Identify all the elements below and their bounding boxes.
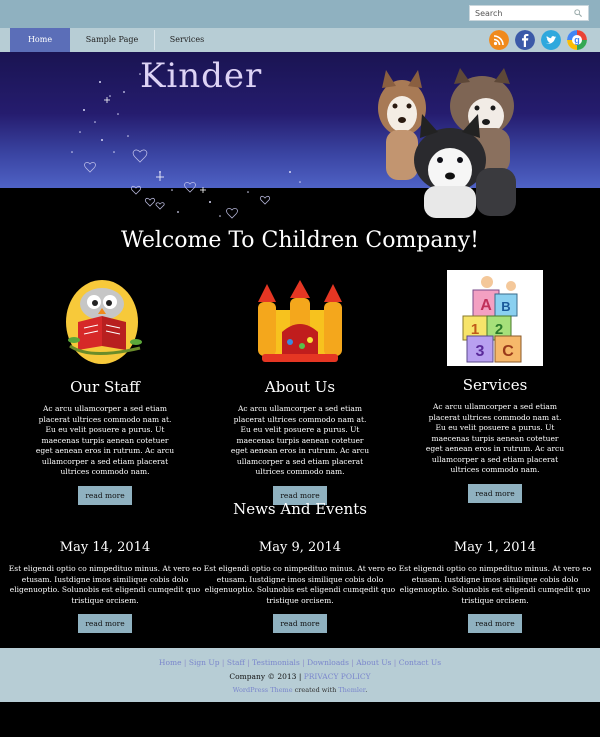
rss-icon[interactable] [489,30,509,50]
footer-separator: | [247,658,250,667]
read-more-button[interactable]: read more [78,614,132,633]
read-more-button[interactable]: read more [78,486,132,505]
block-letter-a: A [480,297,492,314]
footer [0,648,600,702]
block-digit-1: 1 [470,321,480,338]
feature-about-us [200,378,400,505]
search-box[interactable] [469,5,589,21]
block-digit-2: 2 [494,321,504,338]
block-letter-b: B [501,299,511,314]
nav-home[interactable]: Home [10,28,70,52]
top-bar [0,0,600,28]
news-item [395,540,595,633]
feature-title: Services [462,376,528,394]
footer-link-testimonials[interactable]: Testimonials [252,658,300,667]
twitter-icon[interactable] [541,30,561,50]
footer-separator: | [221,658,225,667]
footer-link-staff[interactable]: Staff [226,658,245,667]
block-digit-3: 3 [475,343,485,360]
feature-services [395,376,595,503]
credit-text: created with [294,686,337,694]
news-item [5,540,205,633]
footer-link-about-us[interactable]: About Us [356,658,392,667]
svg-text:g: g [574,35,580,46]
footer-link-downloads[interactable]: Downloads [307,658,349,667]
read-more-button[interactable]: read more [468,484,522,503]
footer-separator: | [298,672,302,681]
news-text: Est eligendi optio co nimpedituo minus. At vero eo etusam. Iustdigne imos similique cobis dolo eligenuoptio. Solunobis est eligendi cumqedit quo tristique orcisem. [203,564,397,605]
news-date: May 1, 2014 [453,540,537,555]
news-date: May 14, 2014 [59,540,151,555]
nav-sample-page[interactable]: Sample Page [85,35,139,44]
news-item [200,540,400,633]
alphabet-blocks-image [447,270,543,366]
feature-title: Our Staff [70,378,140,396]
read-more-button[interactable]: read more [468,614,522,633]
footer-link-sign-up[interactable]: Sign Up [188,658,220,667]
themler-link[interactable]: Themler [338,686,366,694]
footer-separator: | [393,658,397,667]
google-icon[interactable] [567,30,587,50]
feature-text: Ac arcu ullamcorper a sed etiam placerat ultrices commodo nam at. Eu eu velit posuere a purus. Ut maecenas turpis aenean cotetuer eget aenean eros in rutrum. Ac arcu ullamcorper a sed etiam placerat ultrices commodo nam. [230,404,370,476]
news-date: May 9, 2014 [258,540,342,555]
wordpress-theme-link[interactable]: WordPress Theme [232,686,293,694]
search-input[interactable] [470,6,570,20]
read-more-button[interactable]: read more [273,614,327,633]
news-heading: News And Events [233,500,367,518]
read-more-button[interactable]: read more [273,486,327,505]
bouncy-castle-image [254,280,346,364]
footer-link-home[interactable]: Home [158,658,182,667]
footer-credit [0,686,600,694]
feature-our-staff [5,378,205,505]
feature-title: About Us [264,378,336,396]
owl-reading-book-image [60,276,148,364]
feature-text: Ac arcu ullamcorper a sed etiam placerat ultrices commodo nam at. Eu eu velit posuere a purus. Ut maecenas turpis aenean cotetuer eget aenean eros in rutrum. Ac arcu ullamcorper a sed etiam placerat ultrices commodo nam. [35,404,175,476]
credit-end: . [365,686,368,694]
footer-links [0,658,600,667]
privacy-policy-link[interactable]: PRIVACY POLICY [303,672,371,681]
welcome-heading: Welcome To Children Company! [121,228,479,253]
husky-puppies-image [372,68,538,218]
news-text: Est eligendi optio co nimpedituo minus. At vero eo etusam. Iustdigne imos similique cobis dolo eligenuoptio. Solunobis est eligendi cumqedit quo tristique orcisem. [8,564,202,605]
main-nav [0,28,600,52]
footer-link-contact-us[interactable]: Contact Us [398,658,442,667]
footer-separator: | [351,658,354,667]
news-text: Est eligendi optio co nimpedituo minus. At vero eo etusam. Iustdigne imos similique cobis dolo eligenuoptio. Solunobis est eligendi cumqedit quo tristique orcisem. [398,564,592,605]
block-letter-c: C [502,343,514,360]
feature-text: Ac arcu ullamcorper a sed etiam placerat ultrices commodo nam at. Eu eu velit posuere a purus. Ut maecenas turpis aenean cotetuer eget aenean eros in rutrum. Ac arcu ullamcorper a sed etiam placerat ultrices commodo nam. [425,402,565,474]
copyright-text: Company © 2013 [229,672,297,681]
facebook-icon[interactable] [515,30,535,50]
footer-separator: | [183,658,187,667]
hero-title: Kinder [140,56,263,96]
search-icon[interactable] [574,9,582,17]
footer-copyright-line [0,672,600,681]
nav-services[interactable]: Services [169,35,205,44]
footer-separator: | [302,658,305,667]
